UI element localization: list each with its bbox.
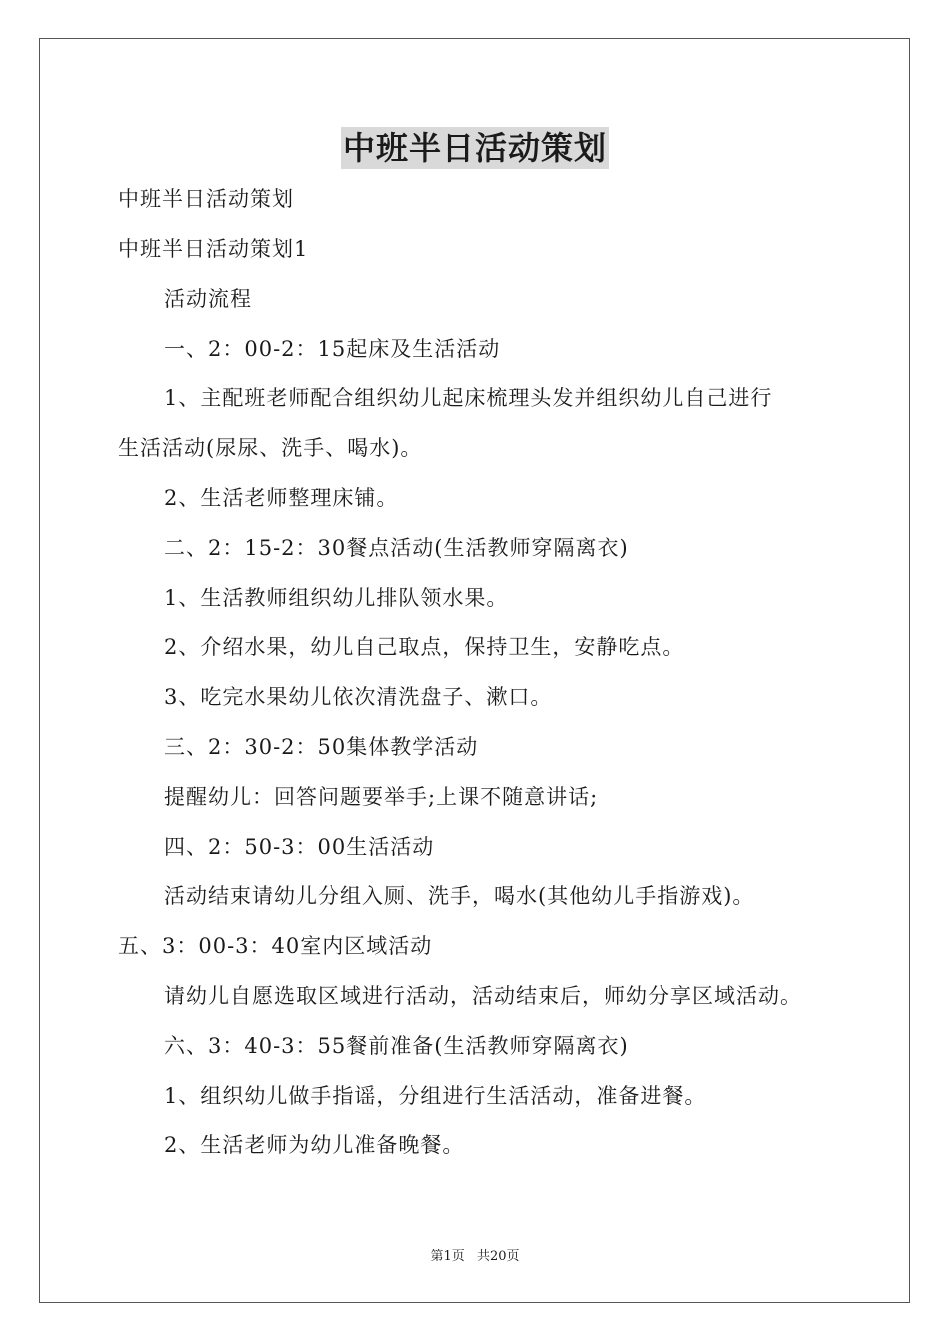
paragraph-line: 活动结束请幼儿分组入厕、洗手，喝水(其他幼儿手指游戏)。 bbox=[164, 884, 755, 908]
paragraph-line: 1、生活教师组织幼儿排队领水果。 bbox=[164, 586, 509, 610]
section-heading: 一、2：00-2：15起床及生活活动 bbox=[164, 337, 501, 361]
paragraph-line: 中班半日活动策划1 bbox=[118, 237, 309, 261]
paragraph-line: 3、吃完水果幼儿依次清洗盘子、漱口。 bbox=[164, 685, 553, 709]
section-heading: 五、3：00-3：40室内区域活动 bbox=[118, 934, 433, 958]
paragraph-line: 1、主配班老师配合组织幼儿起床梳理头发并组织幼儿自己进行 bbox=[164, 386, 773, 410]
page-border bbox=[39, 38, 910, 1303]
title-container bbox=[0, 127, 950, 169]
paragraph-line: 生活活动(尿尿、洗手、喝水)。 bbox=[118, 436, 423, 460]
paragraph-line: 2、生活老师为幼儿准备晚餐。 bbox=[164, 1133, 465, 1157]
section-heading: 四、2：50-3：00生活活动 bbox=[164, 835, 435, 859]
section-heading: 三、2：30-2：50集体教学活动 bbox=[164, 735, 479, 759]
page-footer bbox=[0, 1248, 950, 1266]
paragraph-line: 请幼儿自愿选取区域进行活动，活动结束后，师幼分享区域活动。 bbox=[164, 984, 802, 1008]
page-number-current: 第1页 bbox=[430, 1249, 465, 1264]
paragraph-line: 1、组织幼儿做手指谣，分组进行生活活动，准备进餐。 bbox=[164, 1084, 707, 1108]
paragraph-line: 中班半日活动策划 bbox=[118, 187, 294, 211]
paragraph-line: 活动流程 bbox=[164, 287, 252, 311]
paragraph-line: 2、生活老师整理床铺。 bbox=[164, 486, 399, 510]
paragraph-line: 提醒幼儿：回答问题要举手;上课不随意讲话; bbox=[164, 785, 599, 809]
section-heading: 二、2：15-2：30餐点活动(生活教师穿隔离衣) bbox=[164, 536, 629, 560]
paragraph-line: 2、介绍水果，幼儿自己取点，保持卫生，安静吃点。 bbox=[164, 635, 685, 659]
section-heading: 六、3：40-3：55餐前准备(生活教师穿隔离衣) bbox=[164, 1034, 629, 1058]
page-number-total: 共20页 bbox=[476, 1249, 520, 1264]
document-title: 中班半日活动策划 bbox=[342, 129, 607, 167]
